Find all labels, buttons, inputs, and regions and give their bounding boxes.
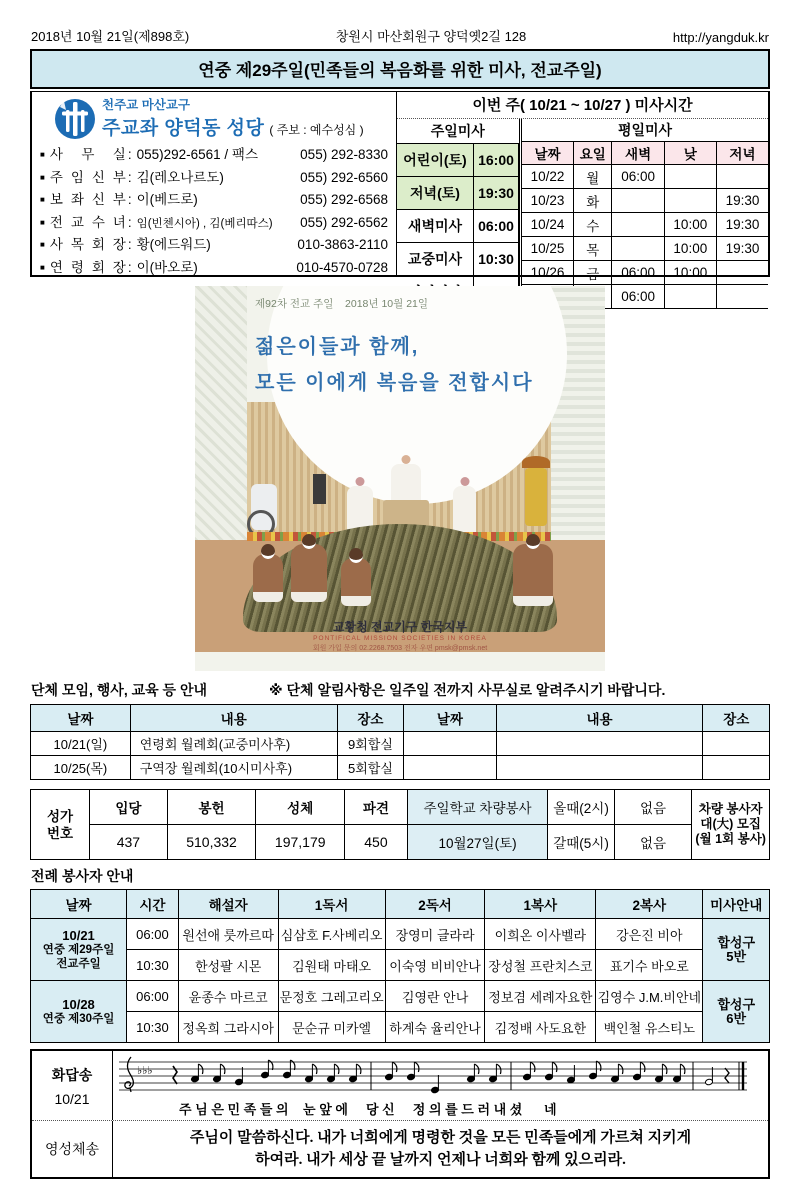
communion-text (113, 1121, 768, 1177)
liturgy-cell: 문정호 그레고리오 (278, 981, 385, 1012)
groups-section-head (31, 680, 769, 700)
bullet-icon: ■ (40, 240, 45, 249)
liturgy-cell: 문순규 미카엘 (278, 1012, 385, 1043)
psalm-label-cell (32, 1051, 113, 1120)
mass-time: 16:00 (473, 144, 518, 177)
hymn-table (30, 789, 770, 860)
groups-columns-row (31, 705, 770, 732)
weekday-mass-cell: 금 (574, 261, 612, 285)
poster-bishop-right (453, 486, 476, 534)
liturgy-cell: 김영란 안나 (385, 981, 485, 1012)
mass-schedule-title: 이번 주( 10/21 ~ 10/27 ) 미사시간 (397, 92, 768, 119)
liturgy-cell: 백인철 유스티노 (596, 1012, 703, 1043)
liturgy-column-header: 시간 (127, 890, 179, 919)
hymn-part-header: 봉헌 (167, 790, 256, 825)
communion-text-line: 주님이 말씀하신다. 내가 너희에게 명령한 것을 모든 민족들에게 가르쳐 지키게 (189, 1130, 692, 1146)
weekday-mass-cell: 화 (574, 189, 612, 213)
svg-text:♭♭♭: ♭♭♭ (137, 1064, 153, 1077)
liturgy-column-header: 해설자 (178, 890, 278, 919)
shuttle-date: 10월27일(토) (407, 825, 547, 860)
liturgy-guide-line: 합성구 (717, 934, 756, 950)
liturgy-cell: 김원태 마태오 (278, 950, 385, 981)
groups-row (31, 756, 770, 780)
groups-notice: ※ 단체 알림사항은 일주일 전까지 사무실로 알려주시기 바랍니다. (269, 682, 666, 698)
liturgy-column-header: 1독서 (278, 890, 385, 919)
weekday-mass-cell: 10:00 (664, 237, 716, 261)
groups-column-header: 날짜 (31, 705, 131, 732)
groups-cell (703, 732, 770, 756)
liturgy-date-line: 10/28 (62, 996, 95, 1012)
weekday-mass-cell (664, 189, 716, 213)
contact-label: 주 임 신 부 (49, 169, 126, 185)
hymn-number: 450 (345, 825, 408, 860)
psalm-lyrics: 주 님 은 민 족 들 의 눈 앞 에 당 신 정 의 를 드 러 내 셨 네 (179, 1102, 557, 1117)
liturgy-row (31, 950, 770, 981)
contact-label: 전 교 수 녀 (49, 214, 126, 230)
bullet-icon: ■ (40, 262, 45, 272)
shuttle-recruit-line: (월 1회 봉사) (695, 832, 766, 846)
poster-seated-person (253, 554, 283, 602)
poster-seated-person (291, 544, 327, 602)
hymn-part-header: 입당 (90, 790, 168, 825)
contact-row (40, 213, 388, 236)
groups-cell (404, 756, 496, 780)
shuttle-when: 갈때(5시) (548, 825, 615, 860)
liturgy-date-line: 10/21 (62, 927, 95, 943)
liturgy-row (31, 919, 770, 950)
weekday-mass-cell: 19:30 (716, 189, 768, 213)
contact-phone: 055) 292-6568 (300, 192, 388, 207)
groups-cell (496, 756, 703, 780)
contact-label: 보 좌 신 부 (49, 192, 126, 207)
bullet-icon: ■ (40, 195, 45, 204)
liturgy-cell: 김영수 J.M.비안네 (596, 981, 703, 1012)
liturgy-cell: 한성팔 시몬 (178, 950, 278, 981)
church-url: http://yangduk.kr (672, 30, 769, 45)
weekday-mass-cell: 06:00 (612, 285, 664, 309)
page-title: 연중 제29주일(민족들의 복음화를 위한 미사, 전교주일) (30, 49, 770, 89)
weekday-mass-row (522, 261, 768, 285)
groups-cell: 10/21(일) (31, 732, 131, 756)
groups-table (30, 704, 770, 780)
liturgy-guide-line: 5반 (726, 948, 747, 964)
groups-cell (496, 732, 703, 756)
weekday-mass-row (522, 213, 768, 237)
contact-panel (32, 92, 396, 275)
contact-row (40, 168, 388, 191)
groups-row (31, 732, 770, 756)
liturgy-guide-cell (703, 981, 770, 1043)
doc-header (30, 26, 770, 49)
mission-sunday-poster (195, 286, 605, 671)
weekday-mass-row (522, 189, 768, 213)
contact-colon: : (127, 237, 132, 252)
liturgy-date-cell (31, 919, 127, 981)
shuttle-recruit (692, 790, 770, 860)
contact-colon: : (127, 259, 132, 275)
weekday-mass-cell: 10/24 (522, 213, 574, 237)
contact-value: 임(빈첸시아) , 김(베리따스) (136, 217, 273, 230)
contact-row (40, 258, 388, 281)
music-staff (117, 1054, 749, 1096)
sunday-mass-row (397, 144, 519, 177)
hymn-number: 197,179 (256, 825, 345, 860)
mass-label: 새벽미사 (397, 210, 473, 243)
weekday-mass-cell: 월 (574, 165, 612, 189)
liturgy-cell: 06:00 (127, 981, 179, 1012)
mass-time: 10:30 (473, 243, 518, 276)
mass-label: 교중미사 (397, 243, 473, 276)
contact-value: 이(베드로) (136, 192, 198, 207)
shuttle-status: 없음 (614, 825, 692, 860)
psalm-label: 화답송 (51, 1066, 93, 1083)
sunday-mass-row (397, 243, 519, 276)
weekday-column-header: 낮 (664, 142, 716, 165)
liturgy-table (30, 889, 770, 1043)
bullet-icon: ■ (40, 217, 45, 227)
poster-title-line1: 젊은이들과 함께, (255, 336, 420, 358)
weekday-mass-cell: 10:00 (664, 213, 716, 237)
diocese-logo-icon (54, 98, 96, 140)
shuttle-status: 없음 (614, 790, 692, 825)
groups-column-header: 장소 (337, 705, 404, 732)
poster-org-name: 교황청 전교기구 한국지부 (332, 620, 468, 634)
shuttle-recruit-line: 대(大) 모집 (700, 817, 761, 831)
liturgy-column-header: 날짜 (31, 890, 127, 919)
weekday-mass-cell: 10/26 (522, 261, 574, 285)
contact-phone: 055) 292-8330 (300, 147, 388, 162)
communion-text-line: 하여라. 내가 세상 끝 날까지 언제나 너희와 함께 있으리라. (255, 1152, 626, 1168)
church-patron: ( 주보 : 예수성심 ) (269, 123, 364, 137)
contact-label: 연 령 회 장 (49, 259, 126, 275)
issue-date: 2018년 10월 21일(제898호) (31, 29, 190, 44)
poster-org-contact: 회원 가입 문의 02.2268.7503 전자 우편 pmsk@pmsk.net (312, 645, 488, 652)
poster-org-name-en: PONTIFICAL MISSION SOCIETIES IN KOREA (313, 635, 487, 642)
hymn-part-header: 성체 (256, 790, 345, 825)
sunday-mass-row (397, 177, 519, 210)
groups-cell: 9회합실 (337, 732, 404, 756)
liturgy-heading: 전례 봉사자 안내 (31, 868, 134, 884)
communion-label: 영성체송 (44, 1141, 100, 1157)
liturgy-cell: 강은진 비아 (596, 919, 703, 950)
weekday-mass-cell (716, 261, 768, 285)
liturgy-guide-line: 합성구 (717, 996, 756, 1012)
mass-time: 19:30 (473, 177, 518, 210)
weekday-mass-cell: 19:30 (716, 237, 768, 261)
groups-cell: 구역장 월례회(10시미사후) (130, 756, 337, 780)
contact-phone: 055) 292-6562 (300, 214, 388, 230)
liturgy-column-header: 미사안내 (703, 890, 770, 919)
groups-column-header: 내용 (496, 705, 703, 732)
liturgy-cell: 10:30 (127, 1012, 179, 1043)
sunday-mass-table (397, 119, 519, 309)
groups-cell: 5회합실 (337, 756, 404, 780)
liturgy-cell: 원선애 룻까르따 (178, 919, 278, 950)
mass-time: 06:00 (473, 210, 518, 243)
weekday-mass-cell: 19:30 (716, 213, 768, 237)
weekday-mass-cell (612, 237, 664, 261)
weekday-mass-cell (716, 285, 768, 309)
liturgy-cell: 윤종수 마르코 (178, 981, 278, 1012)
weekday-columns-row (522, 142, 768, 165)
contact-label: 사 무 실 (49, 147, 126, 162)
shuttle-header: 주일학교 차량봉사 (407, 790, 547, 825)
contact-label: 사 목 회 장 (49, 237, 126, 252)
shuttle-recruit-line: 차량 봉사자 (698, 802, 763, 816)
weekday-mass-row (522, 237, 768, 261)
weekday-mass-cell: 수 (574, 213, 612, 237)
hymn-number: 510,332 (167, 825, 256, 860)
church-address: 창원시 마산회원구 양덕옛2길 128 (335, 29, 527, 44)
contact-row (40, 145, 388, 168)
contact-value: 055)292-6561 / 팩스 (136, 147, 259, 162)
groups-column-header: 내용 (130, 705, 337, 732)
hymn-number-row (31, 825, 770, 860)
bullet-icon: ■ (40, 150, 45, 159)
groups-cell (404, 732, 496, 756)
hymn-rowhead-line: 번호 (47, 825, 74, 841)
sunday-mass-header: 주일미사 (397, 119, 519, 144)
contact-value: 이(바오로) (136, 259, 198, 275)
responsorial-psalm-row (32, 1051, 768, 1120)
weekday-mass-cell (664, 285, 716, 309)
diocese-name: 천주교 마산교구 (102, 98, 190, 112)
poster-seated-person (513, 544, 553, 606)
poster-edition-line: 제92차 전교 주일 2018년 10월 21일 (255, 298, 429, 310)
liturgy-date-line: 연중 제30주일 (42, 1012, 115, 1025)
poster-org-block (195, 618, 605, 653)
logo-text (102, 98, 364, 140)
sunday-mass-row (397, 210, 519, 243)
hymn-rowhead (31, 790, 90, 860)
hymn-rowhead-line: 성가 (47, 808, 74, 824)
weekday-column-header: 날짜 (522, 142, 574, 165)
weekday-column-header: 저녁 (716, 142, 768, 165)
weekday-mass-cell: 10/23 (522, 189, 574, 213)
liturgy-cell: 장성철 프란치스코 (485, 950, 596, 981)
groups-cell (703, 756, 770, 780)
hymn-number: 437 (90, 825, 168, 860)
shuttle-when: 올때(2시) (548, 790, 615, 825)
weekday-column-header: 새벽 (612, 142, 664, 165)
weekday-mass-cell: 10/25 (522, 237, 574, 261)
contact-phone: 055) 292-6560 (300, 169, 388, 185)
liturgy-columns-row (31, 890, 770, 919)
groups-column-header: 날짜 (404, 705, 496, 732)
hymn-header-row (31, 790, 770, 825)
liturgy-column-header: 2복사 (596, 890, 703, 919)
liturgy-cell: 정옥희 그라시아 (178, 1012, 278, 1043)
liturgy-date-line: 전교주일 (56, 957, 101, 970)
psalm-music-cell (113, 1051, 768, 1120)
contact-list (40, 145, 388, 280)
liturgy-cell: 하계숙 율리안나 (385, 1012, 485, 1043)
contact-phone: 010-3863-2110 (297, 237, 388, 252)
poster-wheelchair-person (251, 484, 277, 530)
psalm-box (30, 1049, 770, 1179)
liturgy-cell: 심삼호 F.사베리오 (278, 919, 385, 950)
groups-cell: 10/25(목) (31, 756, 131, 780)
weekday-mass-cell (612, 189, 664, 213)
communion-antiphon-row (32, 1120, 768, 1177)
mass-label: 저녁(토) (397, 177, 473, 210)
liturgy-cell: 장영미 글라라 (385, 919, 485, 950)
liturgy-cell: 10:30 (127, 950, 179, 981)
mass-label: 어린이(토) (397, 144, 473, 177)
liturgy-row (31, 981, 770, 1012)
contact-colon: : (127, 169, 132, 185)
liturgy-cell: 이숙영 비비안나 (385, 950, 485, 981)
bullet-icon: ■ (40, 172, 45, 182)
weekday-mass-cell (664, 165, 716, 189)
contact-phone: 010-4570-0728 (296, 259, 388, 275)
groups-heading: 단체 모임, 행사, 교육 등 안내 (31, 682, 207, 698)
groups-cell: 연령회 월례회(교중미사후) (130, 732, 337, 756)
weekday-mass-cell: 목 (574, 237, 612, 261)
liturgy-date-line: 연중 제29주일 (42, 943, 115, 956)
contact-row (40, 235, 388, 258)
weekday-mass-cell (612, 213, 664, 237)
weekday-mass-header: 평일미사 (522, 119, 768, 142)
liturgy-cell: 표기수 바오로 (596, 950, 703, 981)
liturgy-cell: 김정배 사도요한 (485, 1012, 596, 1043)
poster-seated-person (341, 558, 371, 606)
liturgy-date-cell (31, 981, 127, 1043)
liturgy-cell: 정보겸 세례자요한 (485, 981, 596, 1012)
poster-speaker-box (313, 474, 326, 504)
weekday-mass-row (522, 165, 768, 189)
weekday-column-header: 요일 (574, 142, 612, 165)
poster-title-line2: 모든 이에게 복음을 전합시다 (255, 372, 534, 394)
communion-label-cell (32, 1121, 113, 1177)
psalm-date: 10/21 (54, 1090, 90, 1107)
contact-colon: : (127, 214, 132, 230)
liturgy-guide-cell (703, 919, 770, 981)
contact-row (40, 190, 388, 213)
poster-costumed-figure (525, 468, 547, 526)
groups-column-header: 장소 (703, 705, 770, 732)
weekday-mass-cell: 10/22 (522, 165, 574, 189)
liturgy-cell: 이희온 이사벨라 (485, 919, 596, 950)
weekday-mass-table (522, 119, 768, 309)
liturgy-column-header: 1복사 (485, 890, 596, 919)
liturgy-column-header: 2독서 (385, 890, 485, 919)
contact-colon: : (127, 147, 132, 162)
contact-value: 김(레오나르도) (136, 169, 224, 185)
liturgy-guide-line: 6반 (726, 1010, 747, 1026)
logo-row (54, 98, 388, 140)
weekday-mass-cell: 06:00 (612, 261, 664, 285)
weekday-mass-cell: 10:00 (664, 261, 716, 285)
contact-value: 황(에드워드) (136, 237, 211, 252)
contact-colon: : (127, 192, 132, 207)
hymn-part-header: 파견 (345, 790, 408, 825)
mass-panel (396, 92, 768, 304)
weekday-mass-cell (716, 165, 768, 189)
liturgy-cell: 06:00 (127, 919, 179, 950)
weekday-mass-cell: 06:00 (612, 165, 664, 189)
church-name: 주교좌 양덕동 성당 (102, 118, 265, 139)
liturgy-row (31, 1012, 770, 1043)
